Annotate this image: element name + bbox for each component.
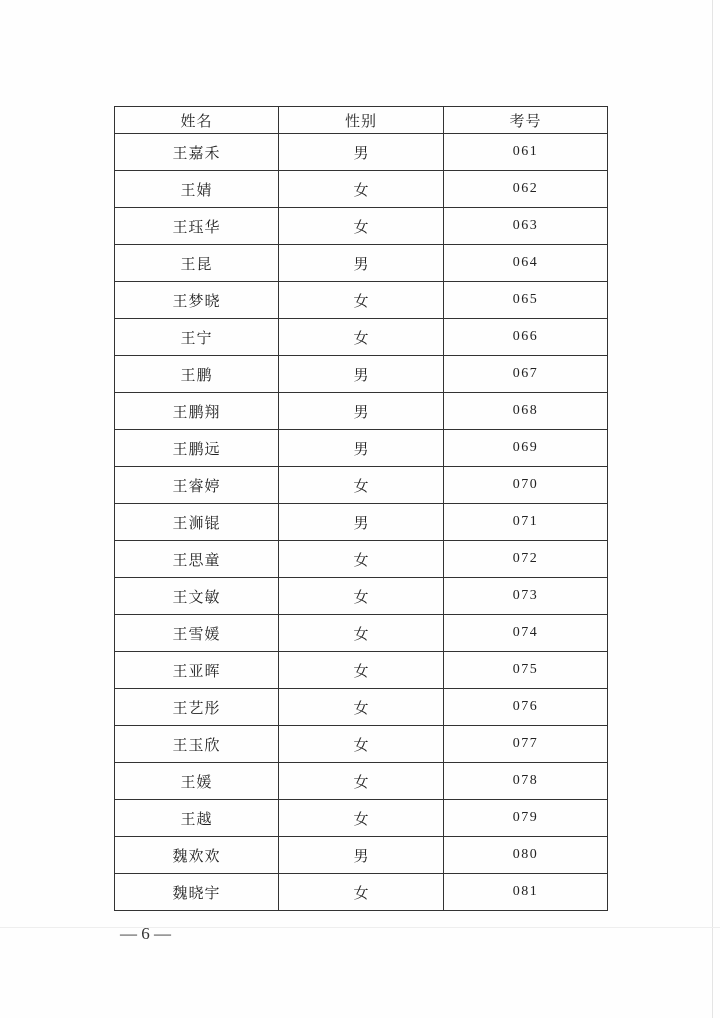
- cell-exam-number: 076: [444, 689, 608, 726]
- header-gender: 性别: [279, 107, 444, 134]
- table-row: [115, 208, 608, 245]
- page-number: — 6 —: [120, 924, 171, 943]
- table-row: [115, 356, 608, 393]
- cell-name: 王嘉禾: [115, 134, 279, 171]
- table-row: [115, 393, 608, 430]
- cell-name: 王宁: [115, 319, 279, 356]
- cell-gender: 女: [279, 467, 444, 504]
- cell-exam-number: 065: [444, 282, 608, 319]
- cell-name: 王媛: [115, 763, 279, 800]
- cell-name: 王鹏翔: [115, 393, 279, 430]
- cell-exam-number: 064: [444, 245, 608, 282]
- cell-name: 王亚晖: [115, 652, 279, 689]
- table-row: [115, 726, 608, 763]
- cell-exam-number: 070: [444, 467, 608, 504]
- footer-divider: [0, 927, 720, 928]
- cell-name: 王玉欣: [115, 726, 279, 763]
- table-row: [115, 763, 608, 800]
- table-row: [115, 578, 608, 615]
- table-row: [115, 541, 608, 578]
- cell-name: 王艺彤: [115, 689, 279, 726]
- cell-exam-number: 069: [444, 430, 608, 467]
- table-row: [115, 467, 608, 504]
- cell-gender: 男: [279, 356, 444, 393]
- cell-exam-number: 068: [444, 393, 608, 430]
- table-row: [115, 282, 608, 319]
- cell-exam-number: 066: [444, 319, 608, 356]
- cell-name: 王雪媛: [115, 615, 279, 652]
- cell-gender: 男: [279, 430, 444, 467]
- cell-name: 王鹏: [115, 356, 279, 393]
- cell-gender: 女: [279, 319, 444, 356]
- candidate-table: [114, 106, 608, 911]
- cell-gender: 女: [279, 282, 444, 319]
- table-row: [115, 874, 608, 911]
- cell-gender: 男: [279, 134, 444, 171]
- cell-gender: 男: [279, 245, 444, 282]
- cell-exam-number: 080: [444, 837, 608, 874]
- cell-exam-number: 075: [444, 652, 608, 689]
- cell-name: 王鹏远: [115, 430, 279, 467]
- cell-name: 王越: [115, 800, 279, 837]
- cell-gender: 女: [279, 208, 444, 245]
- header-exam-number: 考号: [444, 107, 608, 134]
- cell-exam-number: 078: [444, 763, 608, 800]
- cell-exam-number: 063: [444, 208, 608, 245]
- cell-name: 王梦晓: [115, 282, 279, 319]
- cell-exam-number: 062: [444, 171, 608, 208]
- cell-name: 王睿婷: [115, 467, 279, 504]
- cell-gender: 男: [279, 837, 444, 874]
- table-row: [115, 245, 608, 282]
- cell-gender: 女: [279, 652, 444, 689]
- cell-exam-number: 071: [444, 504, 608, 541]
- table-row: [115, 430, 608, 467]
- cell-name: 王文敏: [115, 578, 279, 615]
- table-row: [115, 504, 608, 541]
- cell-name: 王婧: [115, 171, 279, 208]
- cell-gender: 女: [279, 763, 444, 800]
- cell-gender: 男: [279, 504, 444, 541]
- cell-name: 魏欢欢: [115, 837, 279, 874]
- table-row: [115, 171, 608, 208]
- cell-name: 王昆: [115, 245, 279, 282]
- table-row: [115, 837, 608, 874]
- cell-gender: 女: [279, 800, 444, 837]
- cell-gender: 女: [279, 726, 444, 763]
- cell-name: 魏晓宇: [115, 874, 279, 911]
- cell-gender: 女: [279, 171, 444, 208]
- cell-exam-number: 079: [444, 800, 608, 837]
- cell-exam-number: 072: [444, 541, 608, 578]
- cell-exam-number: 067: [444, 356, 608, 393]
- table-header-row: [115, 107, 608, 134]
- cell-gender: 女: [279, 615, 444, 652]
- cell-gender: 女: [279, 541, 444, 578]
- cell-name: 王思童: [115, 541, 279, 578]
- cell-name: 王珏华: [115, 208, 279, 245]
- page-edge: [712, 0, 713, 1018]
- table-body: [115, 134, 608, 911]
- cell-exam-number: 074: [444, 615, 608, 652]
- cell-gender: 女: [279, 578, 444, 615]
- table-row: [115, 615, 608, 652]
- cell-exam-number: 077: [444, 726, 608, 763]
- cell-gender: 女: [279, 874, 444, 911]
- cell-gender: 女: [279, 689, 444, 726]
- table-row: [115, 800, 608, 837]
- table-row: [115, 134, 608, 171]
- table-row: [115, 319, 608, 356]
- table-row: [115, 652, 608, 689]
- table-row: [115, 689, 608, 726]
- header-name: 姓名: [115, 107, 279, 134]
- cell-exam-number: 081: [444, 874, 608, 911]
- cell-name: 王浉锟: [115, 504, 279, 541]
- cell-gender: 男: [279, 393, 444, 430]
- cell-exam-number: 061: [444, 134, 608, 171]
- cell-exam-number: 073: [444, 578, 608, 615]
